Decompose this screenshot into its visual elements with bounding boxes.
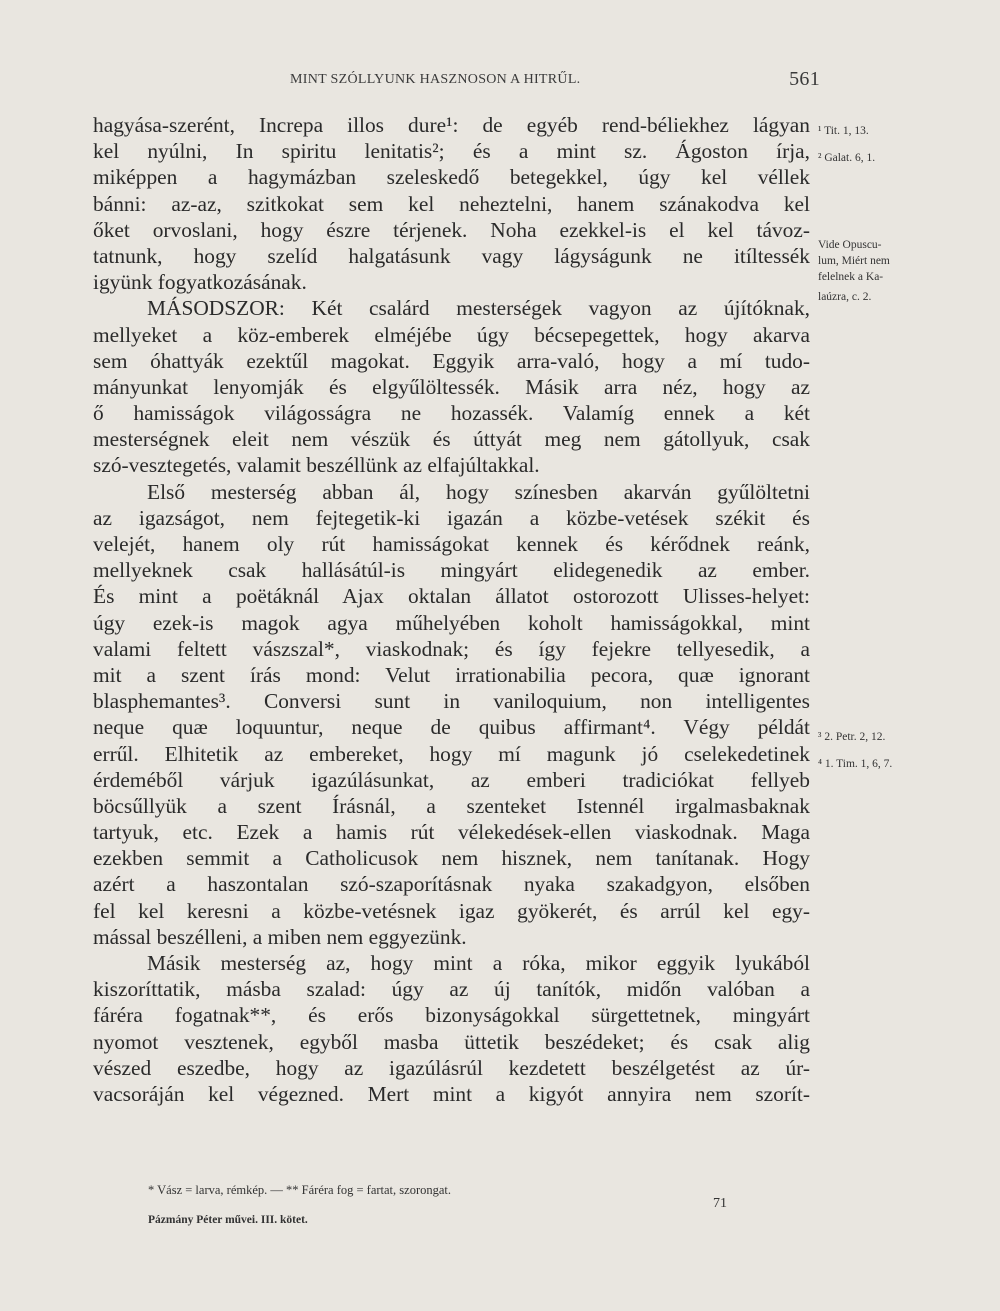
text-line: bánni: az-az, szitkokat sem kel neheztelni, hanem szánakodva kel (93, 191, 810, 216)
text-line: azért a haszontalan szó-szaporításnak nyaka szakadgyon, elsőben (93, 872, 810, 897)
text-line: ő hamisságok világosságra ne hozassék. Valamíg ennek a két (93, 401, 810, 426)
text-line: És mint a poëtáknál Ajax oktalan állatot ostorozott Ulisses-helyet: (93, 584, 810, 609)
text-line: az igazságot, nem fejtegetik-ki igazán a közbe-vetések székit és (93, 505, 810, 530)
text-line: igyünk fogyatkozásának. (93, 270, 307, 295)
text-line: mellyeknek csak hallásátúl-is mingyárt elidegenedik az ember. (93, 558, 810, 583)
text-line: fel kel keresni a közbe-vetésnek igaz gyökerét, és arrúl kel egy- (93, 898, 810, 923)
text-line: miképpen a hagymázban szeleskedő betegekkel, úgy kel véllek (93, 165, 810, 190)
signature-number: 71 (713, 1196, 727, 1211)
margin-note-vide-4: laúzra, c. 2. (818, 291, 872, 303)
text-line: kel nyúlni, In spiritu lenitatis²; és a mint sz. Ágoston írja, (93, 139, 810, 164)
text-line: blasphemantes³. Conversi sunt in vaniloquium, non intelligentes (93, 689, 810, 714)
page-number: 561 (789, 68, 820, 90)
text-line: vészed eszedbe, hogy az igazúlásrúl kezdetett beszélgetést az úr- (93, 1055, 810, 1080)
signature-line: Pázmány Péter művei. III. kötet. (148, 1214, 308, 1226)
text-line: mással beszélleni, a miben nem eggyezünk. (93, 924, 467, 949)
text-line: Másik mesterség az, hogy mint a róka, mikor eggyik lyukából (147, 951, 810, 975)
margin-note-tit: ¹ Tit. 1, 13. (818, 125, 869, 137)
footnotes: * Vász = larva, rémkép. — ** Fáréra fog = fartat, szorongat. (148, 1183, 451, 1197)
text-line: kiszoríttatik, másba szalad: úgy az új tanítók, midőn valóban a (93, 977, 810, 1002)
margin-note-vide-2: lum, Miért nem (818, 255, 890, 267)
margin-note-vide-3: felelnek a Ka- (818, 271, 884, 283)
text-line: mit a szent írás mond: Velut irrationabilia pecora, quæ ignorant (93, 662, 810, 687)
text-line: neque quæ loquuntur, neque de quibus affirmant⁴. Végy példát (93, 715, 810, 740)
text-line: mellyeket a köz-emberek elméjébe úgy bécsepegettek, hogy akarva (93, 322, 810, 347)
text-line: úgy ezek-is magok agya műhelyében koholt hamisságokkal, mint (93, 610, 810, 635)
running-title: MINT SZÓLLYUNK HASZNOSON A HITRŰL. (290, 72, 581, 87)
text-line: szó-vesztegetés, valamit beszéllünk az elfajúltakkal. (93, 453, 540, 478)
text-line: mesterségnek eleit nem vészük és úttyát meg nem gátollyuk, csak (93, 427, 810, 452)
text-line: őket orvoslani, hogy észre térjenek. Noha ezekkel-is el kel távoz- (93, 217, 810, 242)
margin-note-galat: ² Galat. 6, 1. (818, 152, 876, 164)
text-line: velejét, hanem oly rút hamisságokat kennek és kérődnek reánk, (93, 532, 810, 556)
text-line: Első mesterség abban ál, hogy színesben akarván gyűlöltetni (147, 479, 810, 504)
margin-note-vide-1: Vide Opuscu- (818, 239, 882, 251)
text-line: ezekben semmit a Catholicusok nem hisznek, nem tanítanak. Hogy (93, 846, 810, 871)
text-line: vacsoráján kel végezned. Mert mint a kigyót annyira nem szorít- (93, 1081, 810, 1106)
text-line: mányunkat lenyomják és elgyűlöltessék. Másik arra néz, hogy az (93, 374, 810, 399)
text-line: tartyuk, etc. Ezek a hamis rút vélekedések-ellen viaskodnak. Maga (93, 820, 810, 845)
margin-note-petr: ³ 2. Petr. 2, 12. (818, 731, 886, 743)
running-header (290, 70, 820, 92)
text-line: MÁSODSZOR: Két csalárd mesterségek vagyon az újítóknak, (147, 296, 810, 321)
text-line: böcsűllyük a szent Írásnál, a szenteket Istennél irgalmasbaknak (93, 793, 810, 818)
text-line: errűl. Elhitetik az embereket, hogy mí magunk jó cselekedetinek (93, 741, 810, 766)
text-line: valami feltett vászszal*, viaskodnak; és így fejekre tellyesedik, a (93, 636, 810, 661)
margin-note-tim: ⁴ 1. Tim. 1, 6, 7. (818, 758, 893, 770)
text-line: nyomot vesztenek, egyből masba üttetik beszédeket; és csak alig (93, 1029, 810, 1054)
text-line: hagyása-szerént, Increpa illos dure¹: de egyéb rend-béliekhez lágyan (93, 113, 810, 137)
body-text (93, 112, 810, 1107)
text-line: érdeméből várjuk igazúlásunkat, az emberi tradiciókat fellyeb (93, 767, 810, 792)
text-line: tatnunk, hogy szelíd halgatásunk vagy lágyságunk ne itíltessék (93, 243, 810, 268)
text-line: sem óhattyák ezektűl magokat. Eggyik arra-való, hogy a mí tudo- (93, 348, 810, 373)
text-line: fáréra fogatnak**, és erős bizonyságokkal sürgettetnek, mingyárt (93, 1003, 810, 1028)
